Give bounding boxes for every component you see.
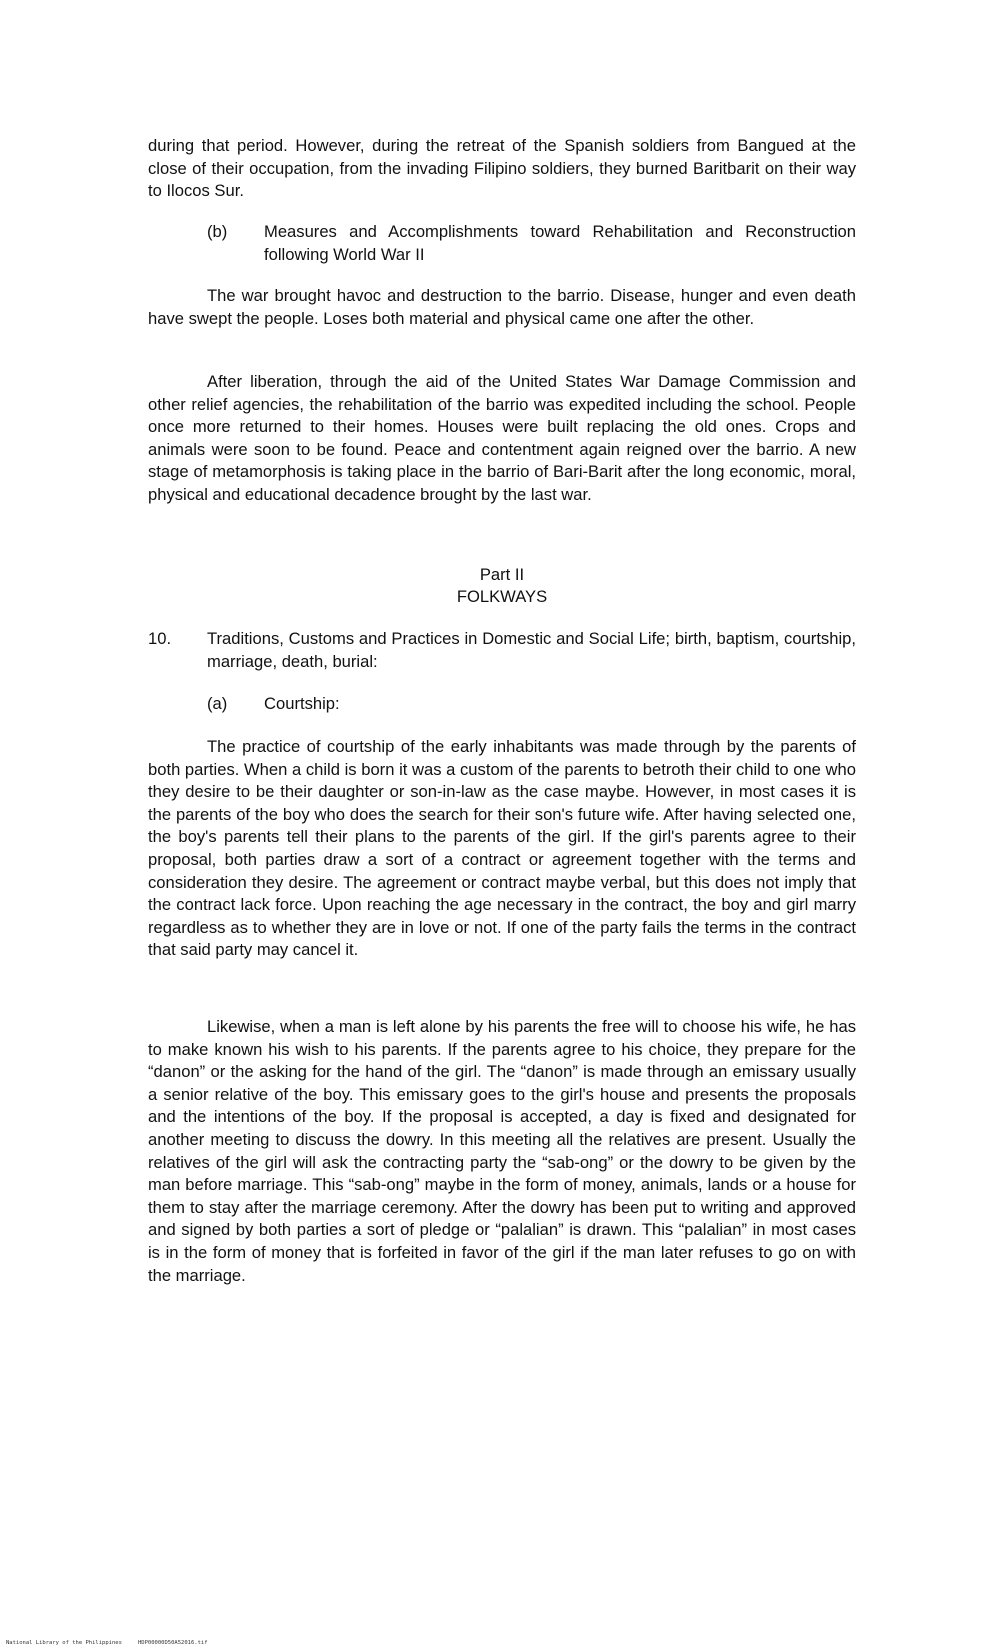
item-10	[148, 628, 856, 673]
paragraph-war: The war brought havoc and destruction to the barrio. Disease, hunger and even death have swept the people. Loses both material and physical came one after the other.	[148, 286, 856, 328]
item-a-label: (a)	[207, 694, 228, 713]
item-b	[207, 221, 856, 266]
part-title: FOLKWAYS	[456, 587, 548, 606]
part-heading: Part II	[479, 565, 525, 584]
item-b-text: Measures and Accomplishments toward Rehabilitation and Reconstruction following World War II	[264, 222, 856, 264]
footer-library: National Library of the Philippines	[6, 1640, 122, 1646]
footer-file-id: HDP00000D50A52016.tif	[138, 1640, 208, 1646]
item-10-text: Traditions, Customs and Practices in Domestic and Social Life; birth, baptism, courtship, marriage, death, burial:	[207, 629, 856, 671]
item-b-label: (b)	[207, 222, 228, 241]
item-10-label: 10.	[148, 629, 172, 648]
paragraph-courtship-1: The practice of courtship of the early inhabitants was made through by the parents of both parties. When a child is born it was a custom of the parents to betroth their child to one who they desire to be their daughter or son-in-law as the case maybe. However, in most cases it is the parents of the boy who does the search for their son's future wife. After having selected one, the boy's parents tell their plans to the parents of the girl. If the girl's parents agree to their proposal, both parties draw a sort of a contract or agreement together with the terms and consideration they desire. The agreement or contract maybe verbal, but this does not imply that the contract lack force. Upon reaching the age necessary in the contract, the boy and girl marry regardless as to whether they are in love or not. If one of the party fails the terms in the contract that said party may cancel it.	[148, 737, 856, 960]
item-a-text: Courtship:	[264, 694, 340, 713]
paragraph-opening: during that period. However, during the retreat of the Spanish soldiers from Bangued at the close of their occupation, from the invading Filipino soldiers, they burned Baritbarit on their way to Ilocos Sur.	[148, 136, 856, 201]
paragraph-courtship-2: Likewise, when a man is left alone by his parents the free will to choose his wife, he has to make known his wish to his parents. If the parents agree to his choice, they prepare for the “danon” or the asking for the hand of the girl. The “danon” is made through an emissary usually a senior relative of the boy. This emissary goes to the girl's house and presents the proposals and the intentions of the boy. If the proposal is accepted, a day is fixed and designated for another meeting to discuss the dowry. In this meeting all the relatives are present. Usually the relatives of the girl will ask the contracting party the “sab-ong” or the dowry to be given by the man before marriage. This “sab-ong” maybe in the form of money, animals, lands or a house for them to stay after the marriage ceremony. After the dowry has been put to writing and approved and signed by both parties a sort of pledge or “palalian” is drawn. This “palalian” in most cases is in the form of money that is forfeited in favor of the girl if the man later refuses to go on with the marriage.	[148, 1017, 856, 1285]
item-a	[207, 693, 856, 716]
paragraph-liberation: After liberation, through the aid of the United States War Damage Commission and other relief agencies, the rehabilitation of the barrio was expedited including the school. People once more returned to their homes. Houses were built replacing the old ones. Crops and animals were soon to be found. Peace and contentment again reigned over the barrio. A new stage of metamorphosis is taking place in the barrio of Bari-Barit after the long economic, moral, physical and educational decadence brought by the last war.	[148, 372, 856, 504]
